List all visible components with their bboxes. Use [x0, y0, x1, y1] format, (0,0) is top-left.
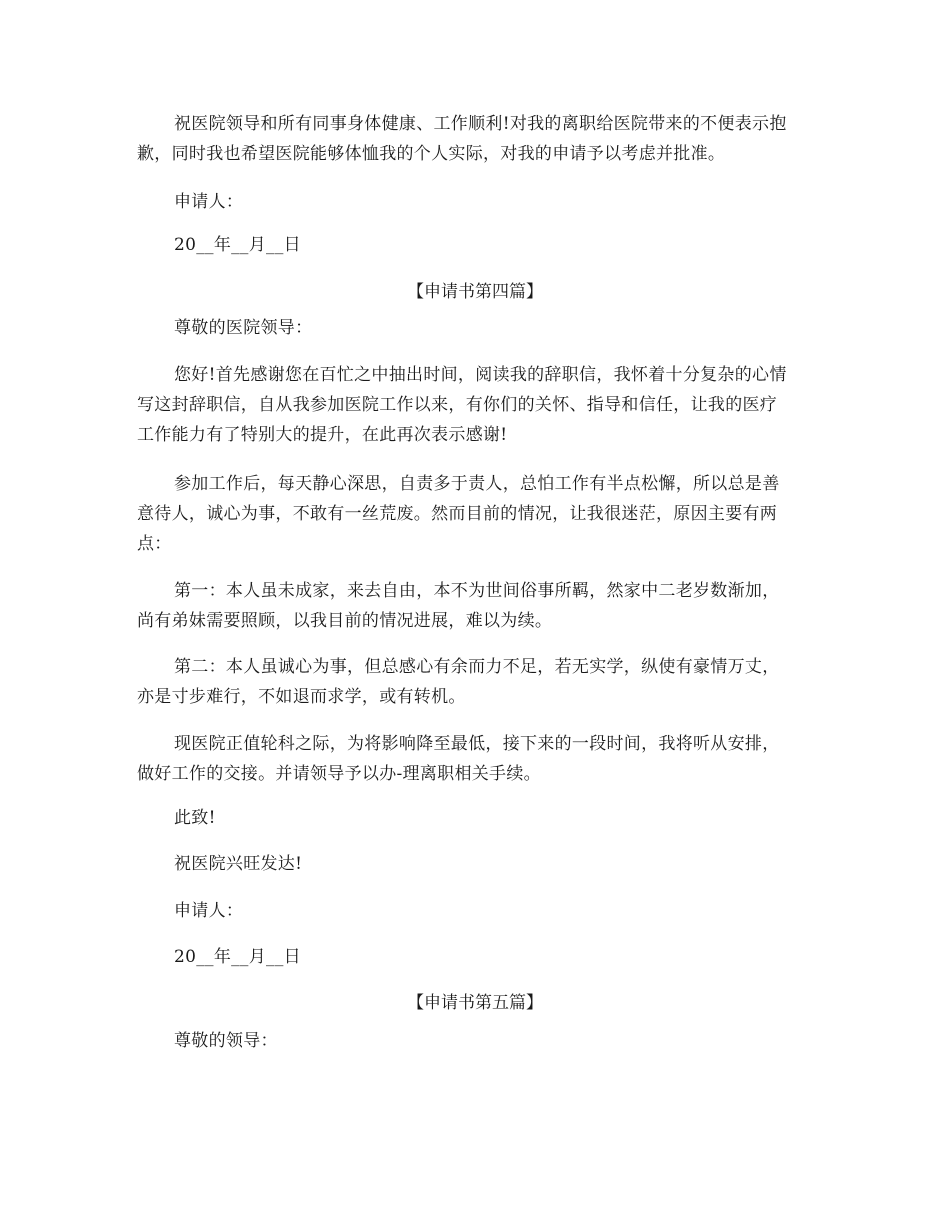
paragraph-reason-2: [137, 652, 813, 712]
section-heading-5: 【申请书第五篇】: [407, 993, 543, 1013]
paragraph-handover: [137, 729, 813, 789]
text-line: 写这封辞职信，自从我参加医院工作以来，有你们的关怀、指导和信任，让我的医疗: [137, 395, 778, 415]
text-line: 歉，同时我也希望医院能够体恤我的个人实际，对我的申请予以考虑并批准。: [137, 144, 726, 164]
text-line: 工作能力有了特别大的提升，在此再次表示感谢!: [137, 425, 508, 445]
text-line: 祝医院领导和所有同事身体健康、工作顺利!对我的离职给医院带来的不便表示抱: [174, 114, 787, 134]
text-line: 现医院正值轮科之际，为将影响降至最低，接下来的一段时间，我将听从安排，: [174, 734, 780, 754]
applicant-label: 申请人：: [174, 901, 244, 921]
text-line: 第一：本人虽未成家，来去自由，本不为世间俗事所羁，然家中二老岁数渐加，: [174, 581, 780, 601]
text-line: 参加工作后，每天静心深思，自责多于责人，总怕工作有半点松懈，所以总是善: [174, 474, 780, 494]
salutation: 尊敬的医院领导：: [174, 318, 313, 338]
section-heading-4: 【申请书第四篇】: [407, 282, 543, 302]
closing-wishes: 祝医院兴旺发达!: [174, 854, 303, 874]
applicant-label: 申请人：: [174, 192, 244, 212]
text-line: 做好工作的交接。并请领导予以办-理离职相关手续。: [137, 764, 541, 784]
text-line: 您好!首先感谢您在百忙之中抽出时间，阅读我的辞职信，我怀着十分复杂的心情: [174, 365, 787, 385]
paragraph-reason-1: [137, 576, 813, 636]
closing-regards: 此致!: [174, 808, 216, 828]
date-line: 20__年__月__日: [174, 235, 301, 255]
date-line: 20__年__月__日: [174, 947, 301, 967]
salutation: 尊敬的领导：: [174, 1031, 278, 1051]
paragraph-reflection: [137, 469, 813, 559]
text-line: 亦是寸步难行，不如退而求学，或有转机。: [137, 687, 466, 707]
text-line: 意待人，诚心为事，不敢有一丝荒废。然而目前的情况，让我很迷茫，原因主要有两: [137, 504, 778, 524]
paragraph-wishes: [137, 109, 813, 169]
text-line: 点：: [137, 534, 172, 554]
text-line: 尚有弟妹需要照顾，以我目前的情况进展，难以为续。: [137, 611, 553, 631]
text-line: 第二：本人虽诚心为事，但总感心有余而力不足，若无实学，纵使有豪情万丈，: [174, 657, 780, 677]
paragraph-thanks: [137, 360, 813, 450]
